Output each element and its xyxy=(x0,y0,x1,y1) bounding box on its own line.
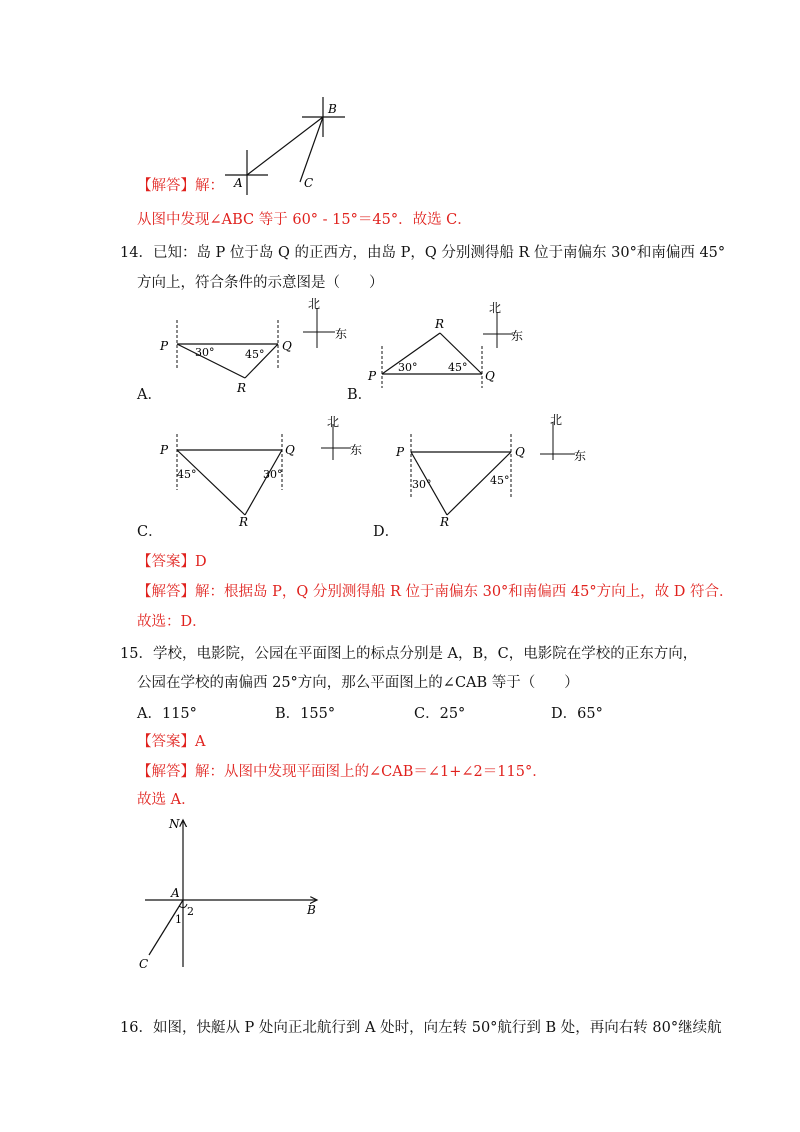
q14b-north: 北 xyxy=(489,301,502,315)
q14a-north: 北 xyxy=(308,298,321,311)
q15-label-b: B xyxy=(307,903,316,917)
q14c-angle-p: 45° xyxy=(177,468,197,481)
q14-option-c-figure xyxy=(155,412,370,527)
q14-option-d-figure xyxy=(390,412,600,527)
q14-stem-line2: 方向上，符合条件的示意图是（ ） xyxy=(137,275,384,291)
q14c-p: P xyxy=(160,443,169,457)
q15-analysis-tag: 【解答】 xyxy=(137,764,195,780)
q15-label-2: 2 xyxy=(187,905,194,918)
q14-option-a-figure xyxy=(155,298,355,398)
q14b-east: 东 xyxy=(511,329,524,343)
q13-analysis-heading xyxy=(137,176,224,196)
q15-stem-line2: 公园在学校的南偏西 25°方向，那么平面图上的∠CAB 等于（ ） xyxy=(137,675,579,691)
q15-option-b: B．155° xyxy=(275,706,336,722)
q14-answer-row xyxy=(137,552,207,572)
q14a-angle-p: 30° xyxy=(195,346,215,359)
q15-analysis-row xyxy=(137,762,547,782)
q13-analysis-lead: 解： xyxy=(195,178,224,194)
q14d-angle-p: 30° xyxy=(412,478,432,491)
q15-option-d: D．65° xyxy=(551,706,603,722)
q15-label-c: C xyxy=(139,957,149,971)
q14-analysis-tag: 【解答】 xyxy=(137,584,195,600)
q14-option-d-label: D． xyxy=(373,524,400,540)
q15-option-c: C．25° xyxy=(414,706,466,722)
q14-option-c-label: C． xyxy=(137,524,163,540)
q15-answer-tag: 【答案】 xyxy=(137,734,195,750)
q14b-q: Q xyxy=(485,369,495,383)
q15-analysis-line2: 故选 A． xyxy=(137,792,196,808)
q15-stem-line1: 15．学校，电影院，公园在平面图上的标点分别是 A，B，C，电影院在学校的正东方向， xyxy=(120,646,698,662)
q14d-east: 东 xyxy=(574,449,587,463)
q13-label-b: B xyxy=(328,102,337,116)
q16-stem-line1: 16．如图，快艇从 P 处向正北航行到 A 处时，向左转 50°航行到 B 处，再向右转 80°继续航 xyxy=(120,1020,722,1036)
q14a-r: R xyxy=(237,381,247,395)
q14c-angle-q: 30° xyxy=(263,468,283,481)
q15-label-1: 1 xyxy=(175,913,182,926)
q15-figure xyxy=(135,812,335,972)
q14-option-b-figure xyxy=(365,298,555,398)
q14c-east: 东 xyxy=(350,443,363,457)
q14b-r: R xyxy=(435,317,445,331)
q15-label-a: A xyxy=(171,886,180,900)
q13-analysis-text: 从图中发现∠ABC 等于 60° - 15°＝45°．故选 C． xyxy=(137,212,472,228)
q14d-angle-q: 45° xyxy=(490,474,510,487)
q14-stem-line1: 14．已知：岛 P 位于岛 Q 的正西方，由岛 P，Q 分别测得船 R 位于南偏东 30°和南偏西 45° xyxy=(120,245,726,261)
q14b-p: P xyxy=(368,369,377,383)
q14d-p: P xyxy=(396,445,405,459)
q14-analysis-row xyxy=(137,582,733,602)
q14d-r: R xyxy=(440,515,450,527)
q15-answer: A xyxy=(195,734,206,750)
q15-option-a: A．115° xyxy=(137,706,197,722)
q15-analysis-line1: 解：从图中发现平面图上的∠CAB＝∠1+∠2＝115°． xyxy=(195,764,547,780)
q13-figure xyxy=(220,95,360,195)
q14-analysis-line2: 故选：D． xyxy=(137,614,207,630)
q14a-p: P xyxy=(160,339,169,353)
q14b-angle-p: 30° xyxy=(398,361,418,374)
q14-option-b-label: B． xyxy=(347,387,373,403)
q14a-east: 东 xyxy=(335,327,348,341)
q14d-q: Q xyxy=(515,445,525,459)
q14-answer: D xyxy=(195,554,207,570)
q14a-angle-q: 45° xyxy=(245,348,265,361)
q14d-north: 北 xyxy=(550,413,563,427)
q13-analysis-tag: 【解答】 xyxy=(137,178,195,194)
q13-label-c: C xyxy=(304,176,314,190)
q13-label-a: A xyxy=(234,176,243,190)
q14b-angle-q: 45° xyxy=(448,361,468,374)
q14c-r: R xyxy=(239,515,249,527)
q14-answer-tag: 【答案】 xyxy=(137,554,195,570)
q14-analysis-line1: 解：根据岛 P，Q 分别测得船 R 位于南偏东 30°和南偏西 45°方向上，故 D 符合． xyxy=(195,584,734,600)
q14-option-a-label: A． xyxy=(137,387,162,403)
q14a-q: Q xyxy=(282,339,292,353)
q14c-q: Q xyxy=(285,443,295,457)
q15-answer-row xyxy=(137,732,205,752)
q15-label-n: N xyxy=(169,817,180,831)
q14c-north: 北 xyxy=(327,415,340,429)
